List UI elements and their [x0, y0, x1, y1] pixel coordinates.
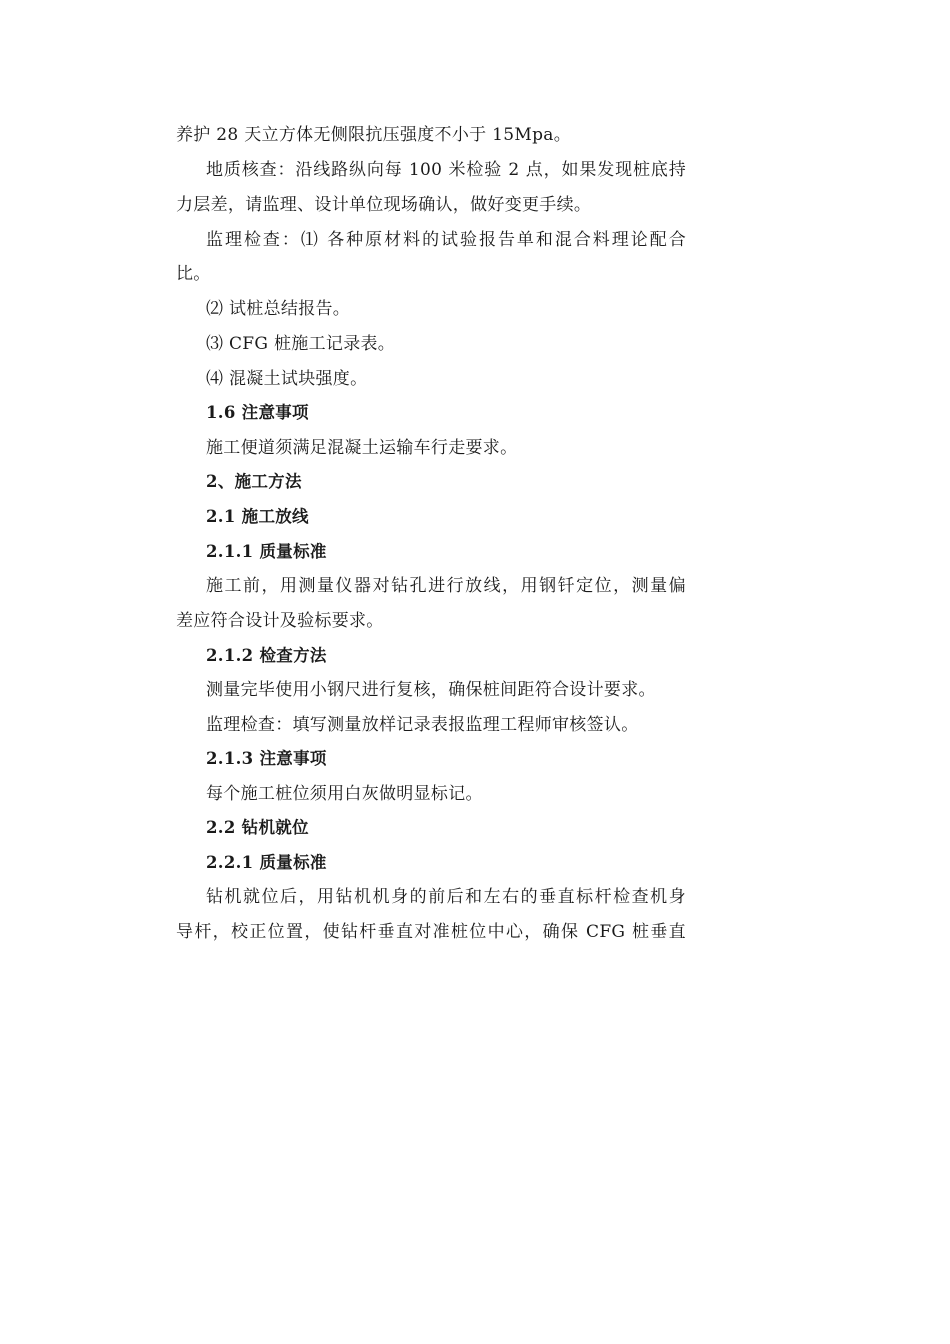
- paragraph-line: 导杆，校正位置，使钻杆垂直对准桩位中心，确保 CFG 桩垂直: [176, 922, 686, 942]
- section-heading: 2.1.2 检查方法: [206, 646, 327, 665]
- paragraph-line: 养护 28 天立方体无侧限抗压强度不小于 15Mpa。: [176, 125, 571, 145]
- paragraph-line: 力层差，请监理、设计单位现场确认，做好变更手续。: [176, 195, 592, 215]
- paragraph-line: 测量完毕使用小钢尺进行复核，确保桩间距符合设计要求。: [206, 680, 656, 700]
- paragraph-line: 钻机就位后，用钻机机身的前后和左右的垂直标杆检查机身: [206, 887, 686, 907]
- section-heading: 2.2 钻机就位: [206, 818, 309, 837]
- section-heading: 2.1.3 注意事项: [206, 749, 327, 768]
- paragraph-line: 监理检查：填写测量放样记录表报监理工程师审核签认。: [206, 715, 639, 735]
- section-heading: 1.6 注意事项: [206, 403, 309, 422]
- list-item: ⑶ CFG 桩施工记录表。: [206, 334, 396, 354]
- paragraph-line: 每个施工桩位须用白灰做明显标记。: [206, 784, 483, 804]
- paragraph-line: 比。: [176, 264, 211, 284]
- paragraph-line: 施工前，用测量仪器对钻孔进行放线，用钢钎定位，测量偏: [206, 576, 686, 596]
- section-heading: 2.2.1 质量标准: [206, 853, 327, 872]
- paragraph-line: 地质核查：沿线路纵向每 100 米检验 2 点，如果发现桩底持: [206, 160, 686, 180]
- list-item: ⑵ 试桩总结报告。: [206, 299, 351, 319]
- paragraph-line: 施工便道须满足混凝土运输车行走要求。: [206, 438, 518, 458]
- section-heading: 2、施工方法: [206, 472, 302, 491]
- list-item: ⑷ 混凝土试块强度。: [206, 369, 368, 389]
- paragraph-line: 监理检查：⑴ 各种原材料的试验报告单和混合料理论配合: [206, 230, 686, 250]
- section-heading: 2.1 施工放线: [206, 507, 309, 526]
- paragraph-line: 差应符合设计及验标要求。: [176, 611, 384, 631]
- section-heading: 2.1.1 质量标准: [206, 542, 327, 561]
